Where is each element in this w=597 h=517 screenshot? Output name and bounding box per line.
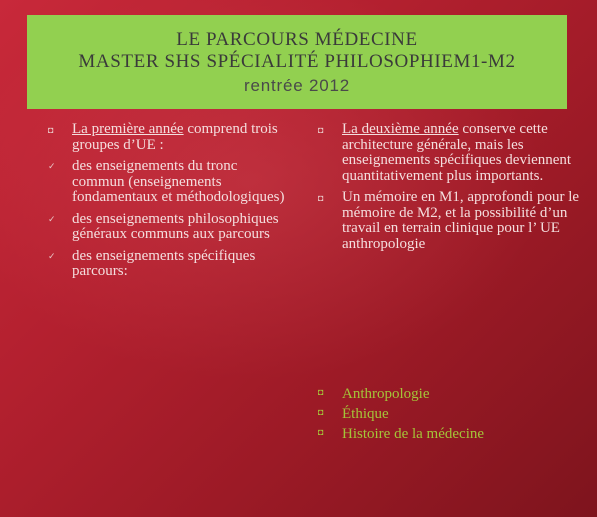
square-bullet-icon: ◘ bbox=[318, 193, 324, 203]
subtitle: rentrée 2012 bbox=[243, 76, 350, 95]
list-item bbox=[48, 249, 288, 280]
list-item bbox=[318, 190, 583, 252]
square-bullet-icon: ◘ bbox=[318, 125, 324, 135]
second-year-text: conserve cette architecture générale, mais les enseignements spécifiques deviennent quantitativement plus importants. bbox=[342, 121, 572, 184]
list-item bbox=[318, 122, 583, 184]
list-item-text: des enseignements du tronc commun (enseignements fondamentaux et méthodologiques) bbox=[72, 158, 285, 205]
square-bullet-icon: ◘ bbox=[318, 387, 324, 397]
title-box bbox=[27, 15, 567, 109]
left-column bbox=[48, 122, 288, 286]
list-item bbox=[318, 384, 484, 404]
check-bullet-icon: ✓ bbox=[48, 251, 56, 262]
parcours-item: Histoire de la médecine bbox=[342, 426, 485, 442]
parcours-item: Éthique bbox=[342, 406, 389, 422]
parcours-item: Anthropologie bbox=[342, 386, 430, 402]
check-bullet-icon: ✓ bbox=[48, 214, 56, 225]
list-item bbox=[318, 424, 484, 444]
square-bullet-icon: ◘ bbox=[48, 125, 54, 135]
list-item-text: des enseignements spécifiques parcours: bbox=[72, 247, 256, 279]
list-item bbox=[318, 404, 484, 424]
right-column bbox=[318, 122, 583, 258]
first-year-heading: La première année bbox=[72, 121, 184, 137]
second-year-heading: La deuxième année bbox=[342, 121, 459, 137]
square-bullet-icon: ◘ bbox=[318, 427, 324, 437]
memoire-text: Un mémoire en M1, approfondi pour le mémoire de M2, et la possibilité d’un travail en terrain clinique pour l’ UE anthropologie bbox=[342, 189, 580, 252]
square-bullet-icon: ◘ bbox=[318, 407, 324, 417]
check-bullet-icon: ✓ bbox=[48, 162, 56, 172]
list-item-text: des enseignements philosophiques généraux communs aux parcours bbox=[72, 210, 279, 242]
list-item bbox=[48, 159, 288, 206]
list-item bbox=[48, 212, 288, 243]
first-year-text: comprend trois groupes d’UE : bbox=[72, 121, 278, 153]
list-item bbox=[48, 122, 288, 153]
parcours-list bbox=[318, 384, 484, 444]
title-line-2: MASTER SHS SPÉCIALITÉ PHILOSOPHIEM1-M2 bbox=[78, 51, 516, 72]
title-line-1: LE PARCOURS MÉDECINE bbox=[176, 29, 418, 50]
